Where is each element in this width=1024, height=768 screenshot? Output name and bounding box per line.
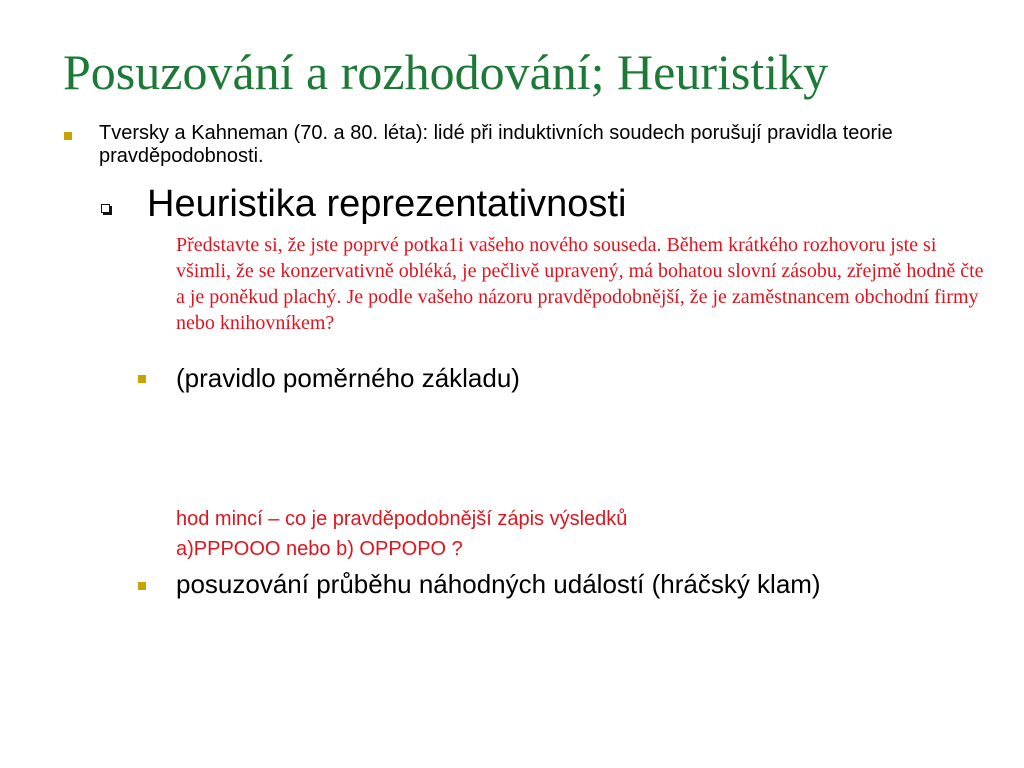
coin-question-text: hod mincí – co je pravděpodobnější zápis výsledků	[176, 508, 628, 530]
gambler-item-text: posuzování průběhu náhodných událostí (hráčský klam)	[176, 569, 821, 599]
square-bullet-icon	[138, 582, 146, 590]
square-bullet-icon	[64, 132, 72, 140]
subheading-text: Heuristika reprezentativnosti	[147, 183, 627, 225]
rule-item-text: (pravidlo poměrného základu)	[176, 363, 520, 393]
hollow-square-bullet-icon	[101, 204, 110, 213]
slide-title: Posuzování a rozhodování; Heuristiky	[63, 44, 829, 100]
coin-options-text: a)PPPOOO nebo b) OPPOPO ?	[176, 538, 463, 560]
neighbor-story-text: Představte si, že jste poprvé potka1i vašeho nového souseda. Během krátkého rozhovoru jste si všimli, že se konzervativně obléká, je pečlivě upravený, má bohatou slovní zásobu, zřejmě hodně čte a je poněkud plachý. Je podle vašeho názoru pravděpodobnější, že je zaměstnancem obchodní firmy nebo knihovníkem?	[176, 234, 984, 334]
square-bullet-icon	[138, 375, 146, 383]
intro-bullet-text: Tversky a Kahneman (70. a 80. léta): lidé při induktivních soudech porušují pravidla teorie pravděpodobnosti.	[99, 122, 893, 167]
